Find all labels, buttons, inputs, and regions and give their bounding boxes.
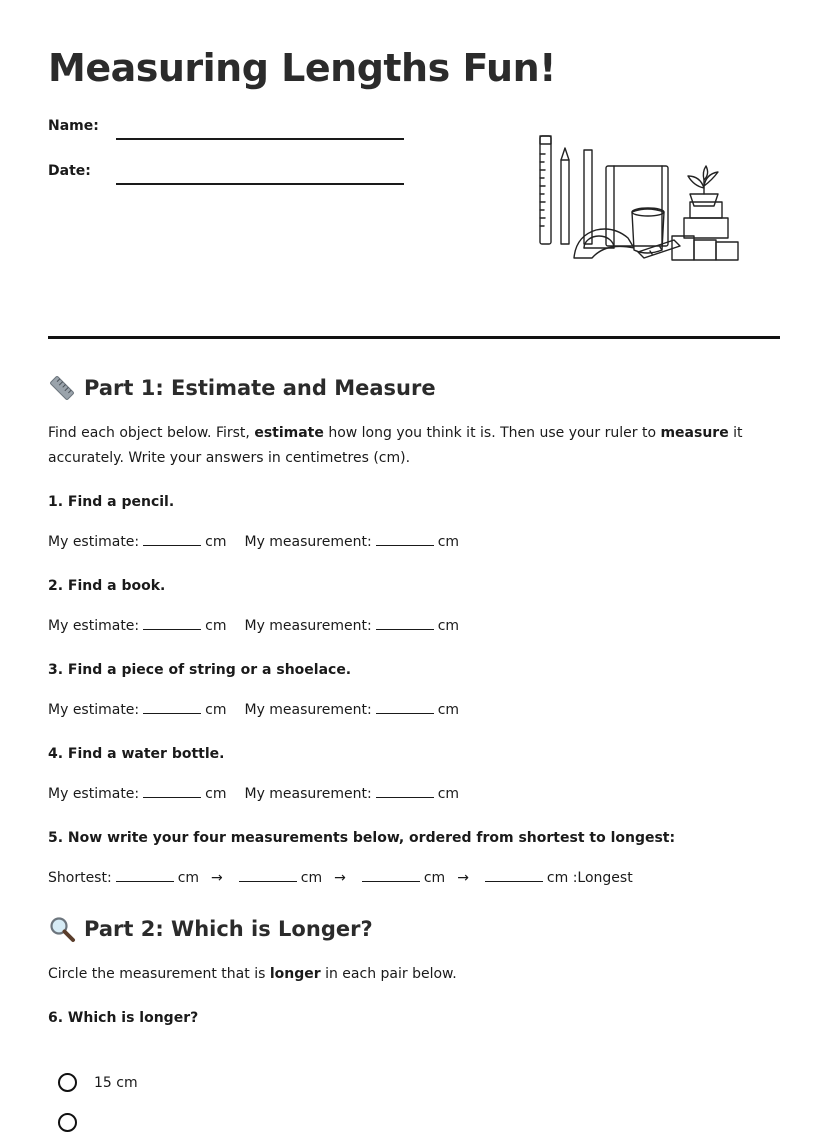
answer-row: My estimate: cm My measurement: cm xyxy=(48,786,460,802)
question-6: 6. Which is longer? xyxy=(48,1010,199,1026)
measurement-blank[interactable] xyxy=(376,702,434,714)
estimate-blank[interactable] xyxy=(143,618,201,630)
part2-title xyxy=(48,915,373,943)
date-label: Date: xyxy=(48,163,91,179)
part2-instructions: Circle the measurement that is longer in each pair below. xyxy=(48,966,457,982)
measurement-blank[interactable] xyxy=(376,534,434,546)
ruler-icon xyxy=(48,374,76,402)
radio-circle[interactable] xyxy=(58,1073,77,1092)
question-2: 2. Find a book. xyxy=(48,578,166,594)
part1-title xyxy=(48,374,436,402)
part1-instructions: Find each object below. First, estimate how long you think it is. Then use your ruler to measure it accurately. Write your answers in centimetres (cm). xyxy=(48,425,743,466)
estimate-blank[interactable] xyxy=(143,786,201,798)
name-label: Name: xyxy=(48,118,99,134)
order-blank[interactable] xyxy=(362,870,420,882)
answer-row: My estimate: cm My measurement: cm xyxy=(48,534,460,550)
option-label: 15 cm xyxy=(94,1074,138,1091)
part1-title-text: Part 1: Estimate and Measure xyxy=(84,376,436,400)
order-blank[interactable] xyxy=(239,870,297,882)
part2-title-text: Part 2: Which is Longer? xyxy=(84,917,373,941)
name-field[interactable] xyxy=(116,138,404,140)
question-3: 3. Find a piece of string or a shoelace. xyxy=(48,662,352,678)
stationery-illustration-icon xyxy=(534,132,744,266)
measurement-blank[interactable] xyxy=(376,618,434,630)
estimate-blank[interactable] xyxy=(143,702,201,714)
order-blank[interactable] xyxy=(116,870,174,882)
estimate-blank[interactable] xyxy=(143,534,201,546)
page-title: Measuring Lengths Fun! xyxy=(48,46,556,90)
radio-circle[interactable] xyxy=(58,1113,77,1132)
question-1: 1. Find a pencil. xyxy=(48,494,175,510)
date-field[interactable] xyxy=(116,183,404,185)
answer-row: My estimate: cm My measurement: cm xyxy=(48,702,460,718)
order-row: Shortest: cm → cm → cm → cm :Longest xyxy=(48,870,633,886)
question-5: 5. Now write your four measurements below, ordered from shortest to longest: xyxy=(48,830,676,846)
divider xyxy=(48,336,780,339)
option-radio-item[interactable] xyxy=(58,1113,94,1132)
magnifying-glass-icon xyxy=(48,915,76,943)
order-blank[interactable] xyxy=(485,870,543,882)
answer-row: My estimate: cm My measurement: cm xyxy=(48,618,460,634)
option-radio-item[interactable] xyxy=(58,1073,138,1092)
question-4: 4. Find a water bottle. xyxy=(48,746,225,762)
measurement-blank[interactable] xyxy=(376,786,434,798)
